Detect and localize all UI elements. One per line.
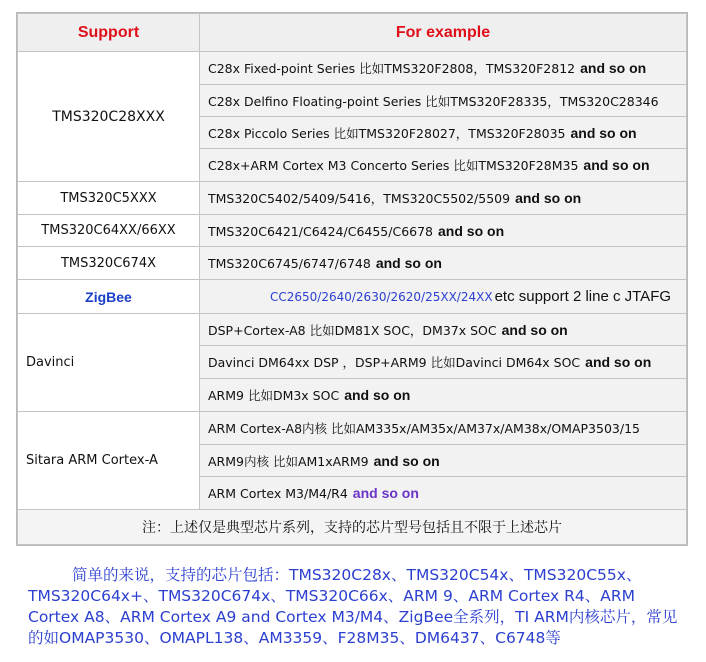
and-so-on-label: and so on <box>515 190 582 206</box>
and-so-on-label: and so on <box>585 354 652 370</box>
example-text: C28x Delfino Floating-point Series 比如TMS320F28335，TMS320C28346 <box>208 93 659 109</box>
and-so-on-label: and so on <box>583 157 650 173</box>
support-table <box>16 12 688 546</box>
table-body <box>18 52 687 510</box>
example-cell <box>200 149 687 182</box>
example-cell <box>200 346 687 379</box>
and-so-on-label: and so on <box>438 222 505 239</box>
example-text: TMS320C6421/C6424/C6455/C6678 <box>208 223 434 239</box>
table-row <box>18 314 687 346</box>
support-cell: Sitara ARM Cortex-A <box>18 412 200 510</box>
example-cell <box>200 215 687 247</box>
example-cell <box>200 85 687 117</box>
example-text: C28x Piccolo Series 比如TMS320F28027，TMS320F28035 <box>208 125 566 141</box>
example-column-header: For example <box>200 14 687 52</box>
jtag-note: etc support 2 line c JTAFG <box>494 288 672 305</box>
support-cell: TMS320C64XX/66XX <box>18 215 200 247</box>
table-row <box>18 215 687 247</box>
table-row <box>18 280 687 314</box>
table-note: 注：上述仅是典型芯片系列，支持的芯片型号包括且不限于上述芯片 <box>18 510 687 545</box>
example-text: C28x+ARM Cortex M3 Concerto Series 比如TMS320F28M35 <box>208 158 579 173</box>
support-cell: TMS320C5XXX <box>18 182 200 215</box>
example-cell <box>200 182 687 215</box>
note-row <box>18 510 687 545</box>
example-cell <box>200 52 687 85</box>
example-cell <box>200 280 687 314</box>
support-cell: TMS320C674X <box>18 247 200 280</box>
table-row <box>18 52 687 85</box>
summary-paragraph: 简单的来说，支持的芯片包括：TMS320C28x、TMS320C54x、TMS320C55x、TMS320C64x+、TMS320C674x、TMS320C66x、ARM 9、ARM Cortex R4、ARM Cortex A8、ARM Cortex A9 and Cortex M3/M4、ZigBee全系列，TI ARM内核芯片，常见的如OMAP3530、OMAPL138、AM3359、F28M35、DM6437、C6748等 <box>28 566 678 647</box>
table-row <box>18 247 687 280</box>
support-cell: TMS320C28XXX <box>18 52 200 182</box>
support-cell: Davinci <box>18 314 200 412</box>
table-row <box>18 412 687 445</box>
example-text: DSP+Cortex-A8 比如DM81X SOC，DM37x SOC <box>208 322 497 338</box>
and-so-on-label: and so on <box>352 485 419 501</box>
example-cell <box>200 314 687 346</box>
support-column-header: Support <box>18 14 200 52</box>
example-cell <box>200 247 687 280</box>
example-text: ARM9 比如DM3x SOC <box>208 388 340 403</box>
example-text: C28x Fixed-point Series 比如TMS320F2808，TMS320F2812 <box>208 61 576 76</box>
and-so-on-label: and so on <box>375 255 442 271</box>
example-cell <box>200 412 687 445</box>
and-so-on-label: and so on <box>570 124 637 141</box>
example-cell <box>200 477 687 510</box>
support-cell: ZigBee <box>18 280 200 314</box>
example-cell <box>200 379 687 412</box>
table-row <box>18 182 687 215</box>
example-text: ARM9内核 比如AM1xARM9 <box>208 453 369 469</box>
example-text: ARM Cortex-A8内核 比如AM335x/AM35x/AM37x/AM38x/OMAP3503/15 <box>208 421 640 436</box>
example-text: CC2650/2640/2630/2620/25XX/24XX <box>270 290 493 304</box>
example-cell <box>200 445 687 477</box>
example-text: TMS320C5402/5409/5416，TMS320C5502/5509 <box>208 191 511 206</box>
table-header-row <box>18 14 687 52</box>
and-so-on-label: and so on <box>373 452 440 469</box>
example-text: Davinci DM64xx DSP ，DSP+ARM9 比如Davinci DM64x SOC <box>208 355 581 370</box>
and-so-on-label: and so on <box>344 387 411 403</box>
example-cell <box>200 117 687 149</box>
and-so-on-label: and so on <box>501 321 568 338</box>
example-text: ARM Cortex M3/M4/R4 <box>208 486 348 501</box>
example-text: TMS320C6745/6747/6748 <box>208 256 371 271</box>
and-so-on-label: and so on <box>580 60 647 76</box>
